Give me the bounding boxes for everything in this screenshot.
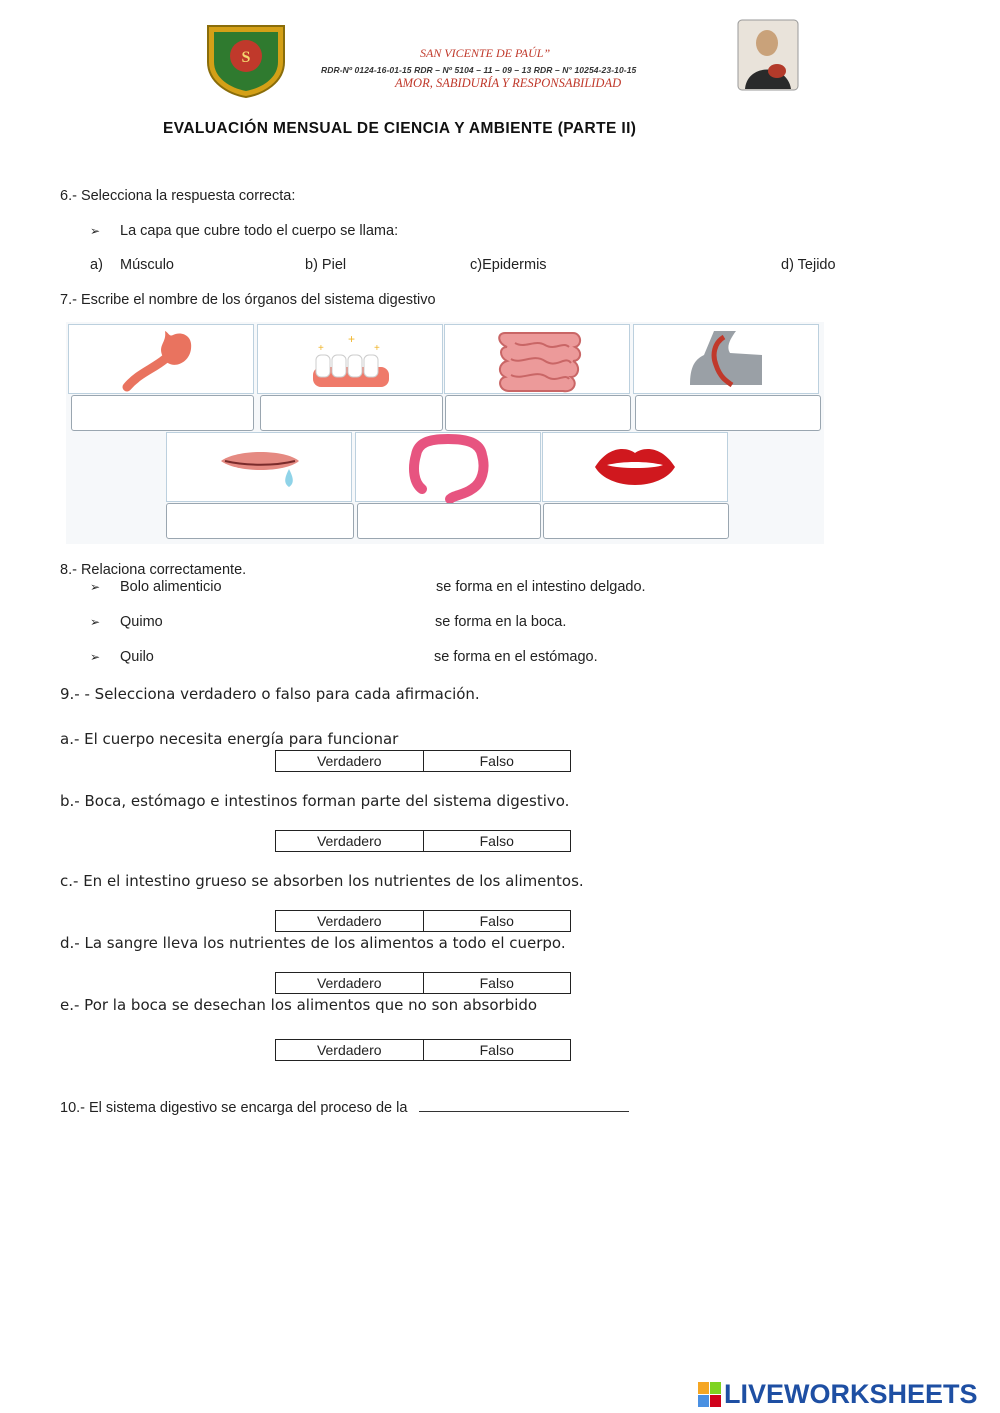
- false-option[interactable]: Falso: [479, 913, 514, 929]
- true-option[interactable]: Verdadero: [276, 831, 424, 851]
- q9-item-b: b.- Boca, estómago e intestinos forman parte del sistema digestivo.: [60, 792, 570, 810]
- q9-item-d: d.- La sangre lleva los nutrientes de los alimentos a todo el cuerpo.: [60, 934, 566, 952]
- q9-item-e: e.- Por la boca se desechan los alimentos que no son absorbido: [60, 996, 538, 1014]
- true-option[interactable]: Verdadero: [276, 751, 424, 771]
- answer-input-esophagus[interactable]: [635, 395, 821, 431]
- school-crest-icon: [204, 22, 288, 98]
- saint-portrait-icon: [737, 19, 799, 91]
- q8-prompt: 8.- Relaciona correctamente.: [60, 562, 247, 578]
- teeth-icon: [258, 325, 444, 395]
- q6-bullet-text: La capa que cubre todo el cuerpo se llama:: [120, 223, 399, 239]
- arrow-bullet-icon: ➢: [90, 224, 101, 238]
- q6-option-a[interactable]: Músculo: [120, 257, 174, 273]
- mouth-lips-icon: [543, 433, 729, 503]
- salivary-mouth-icon: [167, 433, 353, 503]
- teeth-cell: [257, 324, 443, 394]
- stomach-icon: [69, 325, 255, 395]
- answer-input-mouth-lips[interactable]: [543, 503, 729, 539]
- true-option[interactable]: Verdadero: [276, 911, 424, 931]
- q6-option-c[interactable]: c)Epidermis: [470, 257, 547, 273]
- false-option[interactable]: Falso: [479, 1042, 514, 1058]
- q9-prompt: 9.- - Selecciona verdadero o falso para cada afirmación.: [60, 685, 480, 703]
- rdr-line: RDR-Nº 0124-16-01-15 RDR – Nº 5104 – 11 – 09 – 13 RDR – N° 10254-23-10-15: [321, 65, 637, 75]
- stomach-cell: [68, 324, 254, 394]
- large-intestine-cell: [355, 432, 541, 502]
- svg-text:S: S: [241, 49, 251, 66]
- false-option[interactable]: Falso: [479, 975, 514, 991]
- q9-item-c: c.- En el intestino grueso se absorben los nutrientes de los alimentos.: [60, 872, 584, 890]
- liveworksheets-brand: LIVEWORKSHEETS: [724, 1379, 978, 1409]
- esophagus-icon: [634, 325, 820, 395]
- liveworksheets-logo: [698, 1379, 978, 1410]
- q6-option-d[interactable]: d) Tejido: [781, 257, 836, 273]
- small-intestine-icon: [445, 325, 631, 395]
- mouth-lips-cell: [542, 432, 728, 502]
- answer-input-salivary-mouth[interactable]: [166, 503, 354, 539]
- q9-item-a: a.- El cuerpo necesita energía para funcionar: [60, 730, 399, 748]
- liveworksheets-logo-icon: [698, 1382, 722, 1408]
- small-intestine-cell: [444, 324, 630, 394]
- q10-prompt: [60, 1097, 629, 1116]
- page-title: EVALUACIÓN MENSUAL DE CIENCIA Y AMBIENTE (PARTE II): [163, 120, 637, 137]
- esophagus-cell: [633, 324, 819, 394]
- q7-prompt: 7.- Escribe el nombre de los órganos del sistema digestivo: [60, 292, 436, 308]
- q8-right-item[interactable]: se forma en la boca.: [435, 614, 567, 630]
- school-name: SAN VICENTE DE PAÚL”: [420, 46, 551, 60]
- true-option[interactable]: Verdadero: [276, 973, 424, 993]
- svg-text:+: +: [348, 332, 356, 346]
- svg-text:+: +: [318, 343, 324, 354]
- svg-text:+: +: [374, 343, 380, 354]
- true-false-selector-b: [275, 830, 571, 852]
- false-option[interactable]: Falso: [479, 753, 514, 769]
- school-motto: AMOR, SABIDURÍA Y RESPONSABILIDAD: [395, 76, 622, 90]
- answer-input-small-intestine[interactable]: [445, 395, 631, 431]
- true-false-selector-c: [275, 910, 571, 932]
- answer-input-teeth[interactable]: [260, 395, 443, 431]
- answer-input-large-intestine[interactable]: [357, 503, 541, 539]
- q6-prompt: 6.- Selecciona la respuesta correcta:: [60, 188, 296, 204]
- true-false-selector-d: [275, 972, 571, 994]
- large-intestine-icon: [356, 433, 542, 503]
- q8-left-item[interactable]: Bolo alimenticio: [120, 579, 222, 595]
- true-option[interactable]: Verdadero: [276, 1040, 424, 1060]
- q8-right-item[interactable]: se forma en el intestino delgado.: [436, 579, 646, 595]
- false-option[interactable]: Falso: [479, 833, 514, 849]
- q8-left-item[interactable]: Quilo: [120, 649, 154, 665]
- true-false-selector-a: [275, 750, 571, 772]
- true-false-selector-e: [275, 1039, 571, 1061]
- q6-option-a-letter: a): [90, 257, 103, 273]
- q10-answer-blank[interactable]: [419, 1097, 629, 1112]
- q10-prompt-text: 10.- El sistema digestivo se encarga del proceso de la: [60, 1100, 408, 1116]
- arrow-bullet-icon: ➢: [90, 580, 101, 594]
- arrow-bullet-icon: ➢: [90, 615, 101, 629]
- q8-left-item[interactable]: Quimo: [120, 614, 163, 630]
- arrow-bullet-icon: ➢: [90, 650, 101, 664]
- salivary-mouth-cell: [166, 432, 352, 502]
- answer-input-stomach[interactable]: [71, 395, 254, 431]
- q6-option-b[interactable]: b) Piel: [305, 257, 347, 273]
- q8-right-item[interactable]: se forma en el estómago.: [434, 649, 598, 665]
